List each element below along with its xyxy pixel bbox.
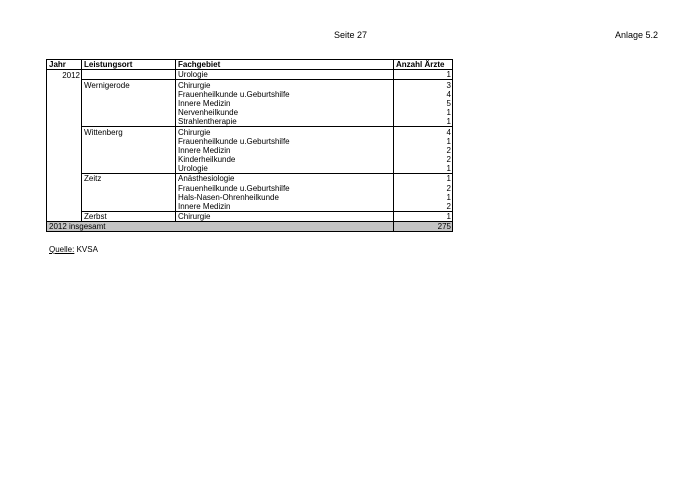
table-row bbox=[47, 99, 453, 108]
specialty-cell: Kinderheilkunde bbox=[176, 155, 394, 164]
location-cell bbox=[82, 146, 176, 155]
specialty-cell: Frauenheilkunde u.Geburtshilfe bbox=[176, 90, 394, 99]
year-cell bbox=[47, 212, 82, 222]
location-cell bbox=[82, 193, 176, 202]
source-label: Quelle: bbox=[49, 245, 75, 254]
specialty-cell: Nervenheilkunde bbox=[176, 108, 394, 117]
table-row bbox=[47, 155, 453, 164]
table-row bbox=[47, 70, 453, 80]
column-header-fachgebiet: Fachgebiet bbox=[176, 60, 394, 70]
count-cell: 1 bbox=[394, 70, 453, 80]
table-row bbox=[47, 193, 453, 202]
location-cell bbox=[82, 90, 176, 99]
table-row bbox=[47, 108, 453, 117]
table-row bbox=[47, 127, 453, 137]
count-cell: 4 bbox=[394, 90, 453, 99]
count-cell: 1 bbox=[394, 108, 453, 117]
table-row bbox=[47, 80, 453, 90]
location-cell bbox=[82, 155, 176, 164]
location-cell bbox=[82, 137, 176, 146]
specialty-cell: Urologie bbox=[176, 70, 394, 80]
year-cell bbox=[47, 155, 82, 164]
specialty-cell: Chirurgie bbox=[176, 127, 394, 137]
location-cell: Wernigerode bbox=[82, 80, 176, 90]
table-row bbox=[47, 137, 453, 146]
year-cell: 2012 bbox=[47, 70, 82, 80]
total-row bbox=[47, 222, 453, 232]
table-row bbox=[47, 202, 453, 212]
specialty-cell: Strahlentherapie bbox=[176, 117, 394, 127]
location-cell bbox=[82, 183, 176, 192]
specialty-cell: Frauenheilkunde u.Geburtshilfe bbox=[176, 183, 394, 192]
count-cell: 2 bbox=[394, 202, 453, 212]
total-value: 275 bbox=[394, 222, 453, 232]
location-cell: Wittenberg bbox=[82, 127, 176, 137]
count-cell: 5 bbox=[394, 99, 453, 108]
specialty-cell: Innere Medizin bbox=[176, 99, 394, 108]
location-cell bbox=[82, 108, 176, 117]
count-cell: 1 bbox=[394, 193, 453, 202]
column-header-anzahl: Anzahl Ärzte bbox=[394, 60, 453, 70]
year-cell bbox=[47, 183, 82, 192]
count-cell: 1 bbox=[394, 164, 453, 174]
page-number: Seite 27 bbox=[334, 30, 368, 40]
column-header-jahr: Jahr bbox=[47, 60, 82, 70]
total-label: 2012 insgesamt bbox=[47, 222, 394, 232]
location-cell: Zerbst bbox=[82, 212, 176, 222]
count-cell: 2 bbox=[394, 146, 453, 155]
specialty-cell: Innere Medizin bbox=[176, 146, 394, 155]
year-cell bbox=[47, 127, 82, 137]
year-cell bbox=[47, 146, 82, 155]
location-cell bbox=[82, 202, 176, 212]
year-cell bbox=[47, 80, 82, 90]
year-cell bbox=[47, 164, 82, 174]
count-cell: 3 bbox=[394, 80, 453, 90]
count-cell: 4 bbox=[394, 127, 453, 137]
specialty-cell: Urologie bbox=[176, 164, 394, 174]
source-text: KVSA bbox=[74, 245, 98, 254]
count-cell: 1 bbox=[394, 137, 453, 146]
count-cell: 2 bbox=[394, 155, 453, 164]
year-cell bbox=[47, 137, 82, 146]
year-cell bbox=[47, 108, 82, 117]
specialty-cell: Innere Medizin bbox=[176, 202, 394, 212]
location-cell bbox=[82, 70, 176, 80]
count-cell: 1 bbox=[394, 174, 453, 184]
table-row bbox=[47, 90, 453, 99]
count-cell: 1 bbox=[394, 212, 453, 222]
year-cell bbox=[47, 174, 82, 184]
year-cell bbox=[47, 202, 82, 212]
location-cell: Zeitz bbox=[82, 174, 176, 184]
table-row bbox=[47, 183, 453, 192]
count-cell: 2 bbox=[394, 183, 453, 192]
specialty-cell: Chirurgie bbox=[176, 212, 394, 222]
table-row bbox=[47, 212, 453, 222]
specialty-cell: Frauenheilkunde u.Geburtshilfe bbox=[176, 137, 394, 146]
year-cell bbox=[47, 193, 82, 202]
source-note bbox=[49, 245, 98, 254]
year-cell bbox=[47, 99, 82, 108]
year-cell bbox=[47, 117, 82, 127]
year-cell bbox=[47, 90, 82, 99]
annex-label: Anlage 5.2 bbox=[615, 30, 659, 40]
table-header-row bbox=[47, 60, 453, 70]
physician-table bbox=[46, 59, 453, 232]
table-row bbox=[47, 174, 453, 184]
specialty-cell: Hals-Nasen-Ohrenheilkunde bbox=[176, 193, 394, 202]
table-row bbox=[47, 146, 453, 155]
table-row bbox=[47, 117, 453, 127]
location-cell bbox=[82, 117, 176, 127]
specialty-cell: Chirurgie bbox=[176, 80, 394, 90]
location-cell bbox=[82, 164, 176, 174]
location-cell bbox=[82, 99, 176, 108]
count-cell: 1 bbox=[394, 117, 453, 127]
table-row bbox=[47, 164, 453, 174]
specialty-cell: Anästhesiologie bbox=[176, 174, 394, 184]
column-header-leistungsort: Leistungsort bbox=[82, 60, 176, 70]
